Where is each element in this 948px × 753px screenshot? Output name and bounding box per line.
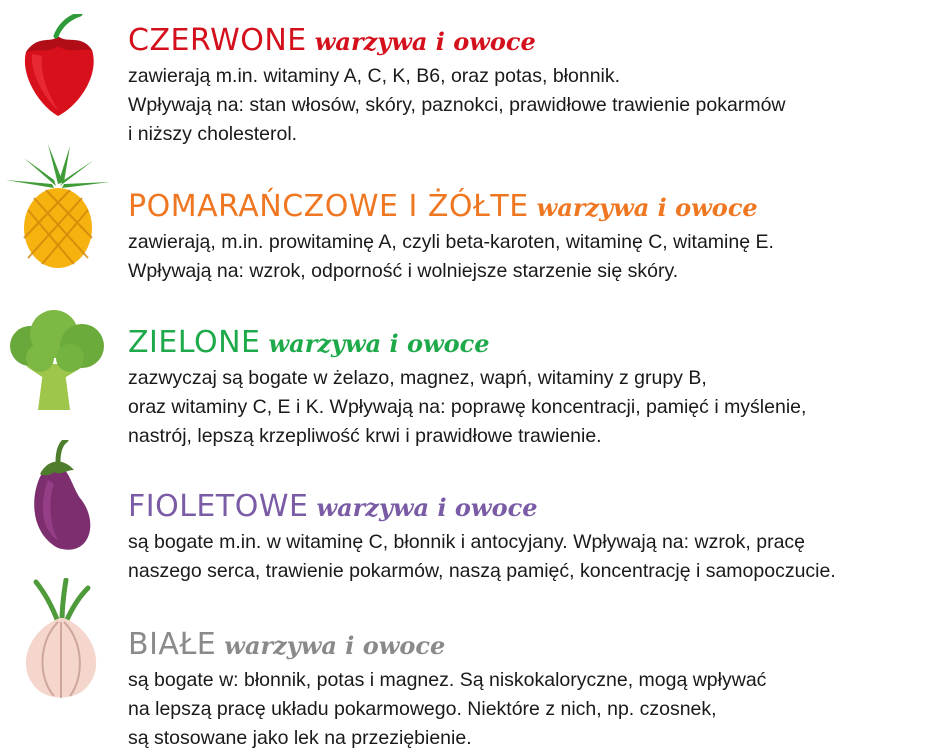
body-line: są bogate m.in. w witaminę C, błonnik i antocyjany. Wpływają na: wzrok, pracę — [128, 531, 806, 553]
section-orange-heading — [128, 189, 774, 224]
body-line: naszego serca, trawienie pokarmów, naszą pamięć, koncentrację i samopoczucie. — [128, 560, 836, 582]
category-suffix: warzywa i owoce — [316, 493, 538, 522]
body-line: są bogate w: błonnik, potas i magnez. Są niskokaloryczne, mogą wpływać — [128, 669, 767, 691]
body-line: i niższy cholesterol. — [128, 123, 298, 145]
body-line: zawierają, m.in. prowitaminę A, czyli beta-karoten, witaminę C, witaminę E. — [128, 231, 774, 253]
section-green-body — [128, 364, 806, 451]
eggplant-icon — [14, 440, 114, 560]
section-orange-text — [128, 189, 774, 286]
section-purple-heading — [128, 489, 836, 524]
body-line: zazwyczaj są bogate w żelazo, magnez, wapń, witaminy z grupy B, — [128, 367, 707, 389]
section-red-body — [128, 62, 786, 149]
section-red-text — [128, 23, 786, 149]
section-green — [0, 300, 948, 450]
section-white-text — [128, 627, 767, 753]
section-red-heading — [128, 23, 786, 58]
body-line: Wpływają na: wzrok, odporność i wolniejsze starzenie się skóry. — [128, 260, 679, 282]
category-suffix: warzywa i owoce — [536, 193, 758, 222]
category-suffix: warzywa i owoce — [224, 631, 446, 660]
body-line: na lepszą pracę układu pokarmowego. Niektóre z nich, np. czosnek, — [128, 698, 717, 720]
section-white-body — [128, 666, 766, 753]
pineapple-icon — [4, 140, 114, 270]
body-line: zawierają m.in. witaminy A, C, K, B6, oraz potas, błonnik. — [128, 65, 621, 87]
section-green-text — [128, 325, 807, 451]
body-line: oraz witaminy C, E i K. Wpływają na: poprawę koncentracji, pamięć i myślenie, — [128, 396, 807, 418]
strawberry-icon — [8, 14, 118, 124]
onion-icon — [8, 578, 118, 708]
category-label: CZERWONE — [128, 23, 307, 58]
section-orange — [0, 140, 948, 290]
section-red — [0, 14, 948, 154]
category-label: ZIELONE — [128, 325, 261, 360]
broccoli-icon — [4, 306, 114, 416]
section-purple-text — [128, 489, 836, 586]
category-suffix: warzywa i owoce — [268, 329, 490, 358]
category-label: POMARAŃCZOWE I ŻÓŁTE — [128, 189, 529, 224]
body-line: nastrój, lepszą krzepliwość krwi i prawidłowe trawienie. — [128, 425, 602, 447]
section-purple — [0, 440, 948, 582]
body-line: są stosowane jako lek na przeziębienie. — [128, 727, 472, 749]
category-label: BIAŁE — [128, 627, 217, 662]
category-label: FIOLETOWE — [128, 489, 309, 524]
section-orange-body — [128, 228, 774, 286]
category-suffix: warzywa i owoce — [314, 27, 536, 56]
section-white — [0, 578, 948, 749]
body-line: Wpływają na: stan włosów, skóry, paznokci, prawidłowe trawienie pokarmów — [128, 94, 786, 116]
section-white-heading — [128, 627, 766, 662]
section-green-heading — [128, 325, 806, 360]
